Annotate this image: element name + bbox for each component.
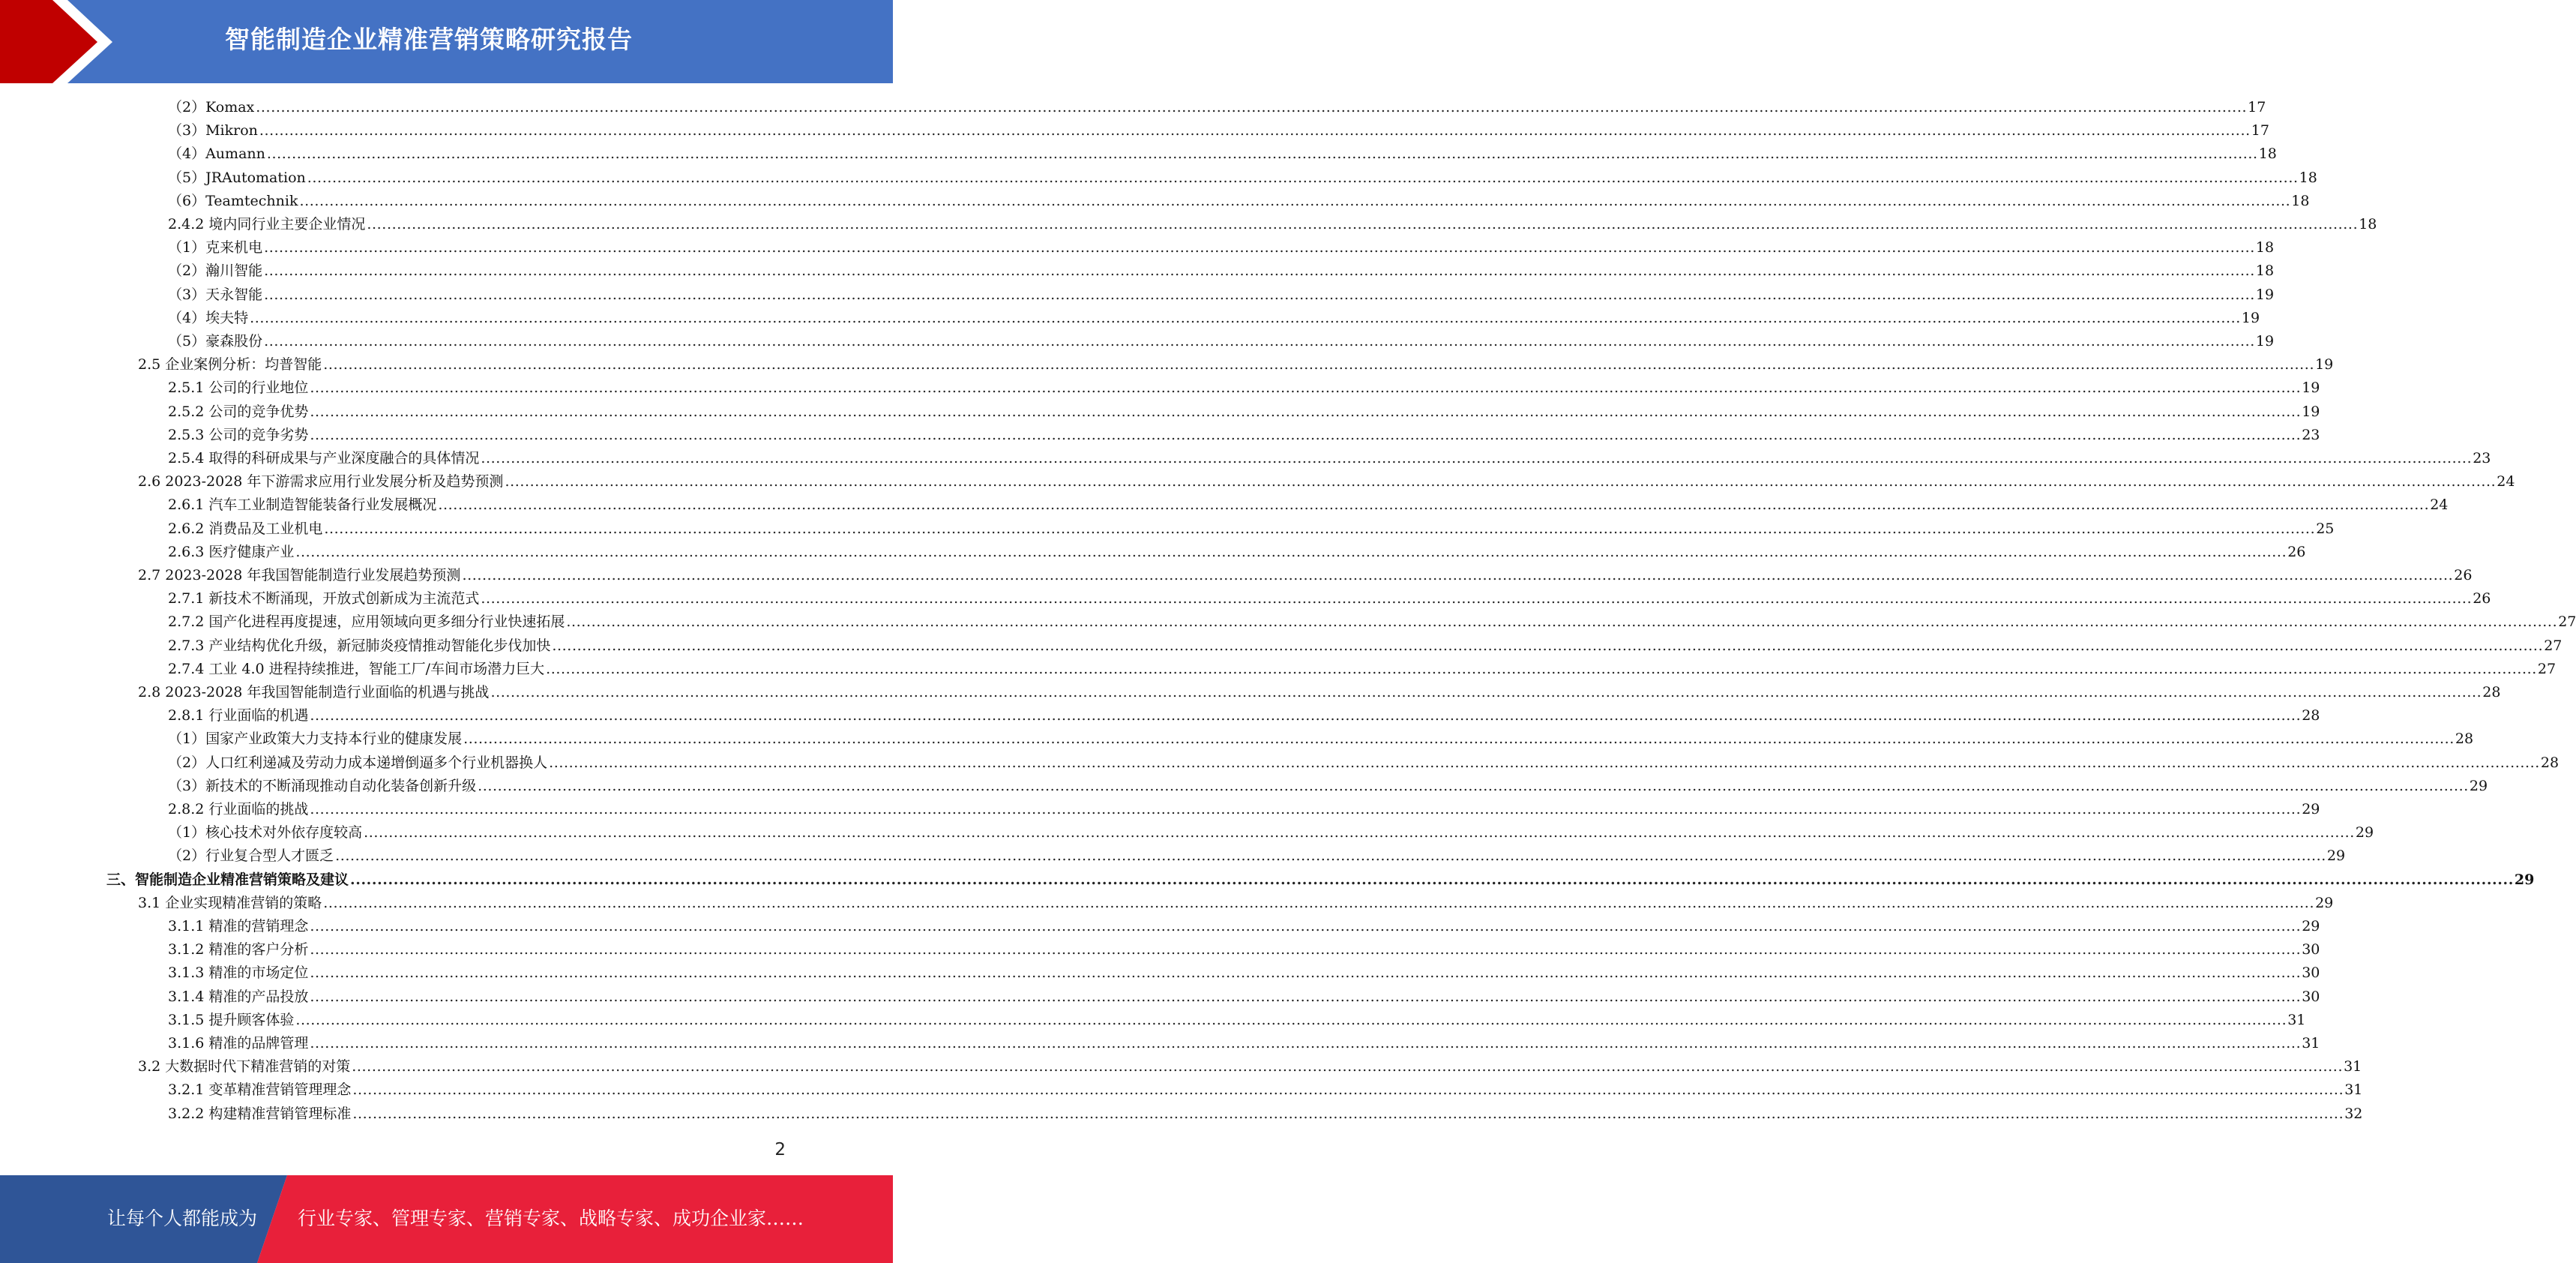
toc-entry-title: （4）埃夫特	[168, 307, 250, 330]
toc-entry-title: 3.1.6 精准的品牌管理	[168, 1032, 310, 1055]
toc-entry-title: 3.2 大数据时代下精准营销的对策	[138, 1055, 352, 1078]
toc-entry-title: 2.5.3 公司的竞争劣势	[168, 424, 310, 447]
toc-entry[interactable]	[168, 587, 2491, 610]
page-number: 2	[774, 1140, 786, 1160]
toc-leader-dots: ................................................................................................................................................................................................................................................................................................................................................................................................................	[310, 941, 2302, 958]
toc-entry-page: 19	[2241, 309, 2260, 326]
toc-entry-page: 31	[2344, 1058, 2362, 1076]
toc-entry[interactable]	[168, 400, 2320, 424]
toc-entry-page: 30	[2302, 988, 2320, 1005]
toc-entry-title: 2.8.1 行业面临的机遇	[168, 704, 310, 728]
toc-leader-dots: ................................................................................................................................................................................................................................................................................................................................................................................................................	[250, 309, 2241, 326]
toc-entry-page: 24	[2430, 496, 2449, 514]
toc-entry-page: 18	[2258, 146, 2277, 163]
toc-entry-title: （2）人口红利递减及劳动力成本递增倒逼多个行业机器换人	[168, 752, 549, 775]
toc-entry-title: 2.6 2023-2028 年下游需求应用行业发展分析及趋势预测	[138, 470, 505, 494]
toc-entry[interactable]	[168, 166, 2317, 190]
toc-entry[interactable]	[168, 1102, 2363, 1126]
toc-entry[interactable]	[168, 424, 2320, 447]
toc-entry-page: 25	[2316, 520, 2335, 537]
page-header	[0, 0, 893, 83]
toc-entry-title: 3.1.2 精准的客户分析	[168, 938, 310, 962]
toc-entry-page: 30	[2302, 964, 2320, 982]
toc-entry[interactable]	[168, 938, 2320, 962]
toc-entry-page: 26	[2287, 543, 2306, 560]
toc-entry-title: （2）行业复合型人才匮乏	[168, 844, 335, 868]
toc-entry-page: 18	[2299, 169, 2317, 186]
toc-entry-page: 30	[2302, 941, 2320, 958]
toc-leader-dots: ................................................................................................................................................................................................................................................................................................................................................................................................................	[310, 964, 2302, 982]
toc-entry-page: 31	[2287, 1011, 2306, 1028]
toc-leader-dots: ................................................................................................................................................................................................................................................................................................................................................................................................................	[310, 707, 2302, 724]
toc-leader-dots: ................................................................................................................................................................................................................................................................................................................................................................................................................	[323, 894, 2315, 911]
toc-entry-title: 2.4.2 境内同行业主要企业情况	[168, 213, 367, 236]
toc-leader-dots: ................................................................................................................................................................................................................................................................................................................................................................................................................	[478, 777, 2469, 794]
toc-entry-title: 3.2.1 变革精准营销管理理念	[168, 1078, 352, 1102]
toc-entry-page: 28	[2482, 684, 2501, 700]
toc-entry[interactable]	[168, 236, 2275, 260]
toc-leader-dots: ................................................................................................................................................................................................................................................................................................................................................................................................................	[323, 356, 2315, 374]
toc-entry-page: 29	[2469, 777, 2488, 794]
toc-leader-dots: ................................................................................................................................................................................................................................................................................................................................................................................................................	[299, 192, 2291, 209]
toc-entry-title: 3.1.3 精准的市场定位	[168, 962, 310, 985]
toc-leader-dots: ................................................................................................................................................................................................................................................................................................................................................................................................................	[546, 660, 2537, 677]
toc-entry[interactable]	[168, 307, 2260, 330]
toc-leader-dots: ................................................................................................................................................................................................................................................................................................................................................................................................................	[264, 262, 2255, 280]
toc-entry-title: 2.6.2 消费品及工业机电	[168, 518, 324, 541]
toc-entry[interactable]	[168, 775, 2488, 798]
toc-entry-title: （2）Komax	[168, 96, 256, 119]
toc-entry-title: （1）克来机电	[168, 236, 264, 260]
toc-entry[interactable]	[138, 892, 2334, 915]
toc-entry[interactable]	[168, 330, 2275, 353]
toc-entry[interactable]	[138, 1055, 2362, 1078]
toc-entry[interactable]	[168, 541, 2306, 564]
toc-entry-page: 31	[2344, 1082, 2363, 1099]
toc-entry-title: （3）Mikron	[168, 119, 259, 142]
toc-entry-page: 28	[2455, 730, 2474, 748]
toc-entry[interactable]	[168, 213, 2377, 236]
toc-entry-title: 2.8.2 行业面临的挑战	[168, 798, 310, 821]
toc-entry-title: 3.1 企业实现精准营销的策略	[138, 892, 323, 915]
toc-entry[interactable]	[168, 610, 2576, 634]
toc-entry[interactable]	[168, 844, 2346, 868]
toc-leader-dots: ................................................................................................................................................................................................................................................................................................................................................................................................................	[566, 614, 2558, 631]
toc-entry-page: 18	[2291, 192, 2310, 209]
toc-entry-title: 2.5.4 取得的科研成果与产业深度融合的具体情况	[168, 447, 481, 470]
toc-leader-dots: ................................................................................................................................................................................................................................................................................................................................................................................................................	[266, 146, 2258, 163]
toc-entry-page: 19	[2255, 286, 2275, 303]
toc-entry[interactable]	[168, 658, 2557, 681]
toc-entry-page: 23	[2302, 426, 2320, 443]
toc-entry-page: 29	[2355, 824, 2374, 842]
toc-entry-title: 2.6.1 汽车工业制造智能装备行业发展概况	[168, 494, 438, 517]
toc-entry[interactable]	[168, 494, 2449, 517]
toc-leader-dots: ................................................................................................................................................................................................................................................................................................................................................................................................................	[549, 754, 2540, 771]
toc-entry-page: 29	[2315, 894, 2334, 911]
toc-leader-dots: ................................................................................................................................................................................................................................................................................................................................................................................................................	[256, 99, 2248, 116]
toc-entry-page: 19	[2302, 380, 2320, 397]
toc-entry-title: 2.7.4 工业 4.0 进程持续推进，智能工厂/车间市场潜力巨大	[168, 658, 546, 681]
toc-entry-title: （4）Aumann	[168, 142, 267, 166]
toc-entry-title: （3）天永智能	[168, 284, 264, 307]
toc-leader-dots: ................................................................................................................................................................................................................................................................................................................................................................................................................	[463, 730, 2455, 748]
toc-entry-page: 27	[2544, 637, 2563, 654]
toc-entry-page: 19	[2302, 403, 2320, 420]
toc-leader-dots: ................................................................................................................................................................................................................................................................................................................................................................................................................	[552, 637, 2544, 654]
toc-entry-title: 2.7 2023-2028 年我国智能制造行业发展趋势预测	[138, 564, 462, 587]
toc-entry-title: 2.5.2 公司的竞争优势	[168, 400, 310, 424]
toc-entry-page: 29	[2302, 801, 2320, 818]
toc-leader-dots: ................................................................................................................................................................................................................................................................................................................................................................................................................	[490, 684, 2482, 700]
toc-entry-page: 17	[2251, 122, 2269, 140]
toc-leader-dots: ................................................................................................................................................................................................................................................................................................................................................................................................................	[438, 496, 2430, 514]
toc-leader-dots: ................................................................................................................................................................................................................................................................................................................................................................................................................	[264, 333, 2255, 350]
toc-entry-title: 2.7.2 国产化进程再度提速，应用领域向更多细分行业快速拓展	[168, 610, 566, 634]
toc-entry-title: （5）豪森股份	[168, 330, 264, 353]
toc-entry[interactable]	[138, 470, 2515, 494]
toc-entry[interactable]	[168, 376, 2320, 400]
toc-entry-title: （1）国家产业政策大力支持本行业的健康发展	[168, 728, 463, 751]
toc-entry-page: 31	[2302, 1035, 2320, 1052]
toc-entry-title: 2.5 企业案例分析：均普智能	[138, 353, 323, 376]
toc-entry[interactable]	[168, 962, 2320, 985]
toc-leader-dots: ................................................................................................................................................................................................................................................................................................................................................................................................................	[310, 988, 2302, 1005]
toc-entry[interactable]	[168, 142, 2277, 166]
toc-entry[interactable]	[106, 868, 2535, 892]
toc-entry-page: 27	[2537, 660, 2557, 677]
toc-entry[interactable]	[168, 704, 2320, 728]
toc-entry-title: 3.1.1 精准的营销理念	[168, 915, 310, 938]
toc-entry[interactable]	[168, 1009, 2306, 1032]
toc-entry-page: 17	[2248, 99, 2266, 116]
toc-leader-dots: ................................................................................................................................................................................................................................................................................................................................................................................................................	[307, 169, 2299, 186]
report-title: 智能制造企业精准营销策略研究报告	[225, 25, 633, 54]
toc-entry[interactable]	[168, 986, 2320, 1009]
toc-leader-dots: ................................................................................................................................................................................................................................................................................................................................................................................................................	[310, 918, 2302, 934]
toc-leader-dots: ................................................................................................................................................................................................................................................................................................................................................................................................................	[324, 520, 2316, 537]
toc-leader-dots: ................................................................................................................................................................................................................................................................................................................................................................................................................	[364, 824, 2355, 842]
toc-entry-page: 29	[2302, 918, 2320, 934]
toc-leader-dots: ................................................................................................................................................................................................................................................................................................................................................................................................................	[352, 1082, 2344, 1099]
toc-entry-page: 23	[2473, 450, 2491, 466]
page-footer	[0, 1175, 893, 1263]
toc-leader-dots: ................................................................................................................................................................................................................................................................................................................................................................................................................	[310, 380, 2302, 397]
toc-entry[interactable]	[168, 728, 2474, 751]
toc-leader-dots: ................................................................................................................................................................................................................................................................................................................................................................................................................	[310, 403, 2302, 420]
toc-entry[interactable]	[168, 1032, 2320, 1055]
toc-entry-title: 2.8 2023-2028 年我国智能制造行业面临的机遇与挑战	[138, 681, 490, 704]
toc-leader-dots: ................................................................................................................................................................................................................................................................................................................................................................................................................	[335, 848, 2326, 865]
toc-entry[interactable]	[138, 353, 2334, 376]
toc-entry-page: 18	[2359, 216, 2377, 232]
toc-entry-page: 24	[2497, 473, 2515, 490]
toc-leader-dots: ................................................................................................................................................................................................................................................................................................................................................................................................................	[350, 871, 2514, 888]
toc-entry-title: 2.6.3 医疗健康产业	[168, 541, 295, 564]
toc-leader-dots: ................................................................................................................................................................................................................................................................................................................................................................................................................	[310, 426, 2302, 443]
toc-entry-title: 三、智能制造企业精准营销策略及建议	[106, 868, 350, 892]
toc-leader-dots: ................................................................................................................................................................................................................................................................................................................................................................................................................	[352, 1058, 2344, 1076]
toc-leader-dots: ................................................................................................................................................................................................................................................................................................................................................................................................................	[352, 1105, 2344, 1122]
toc-leader-dots: ................................................................................................................................................................................................................................................................................................................................................................................................................	[505, 473, 2497, 490]
toc-entry-title: 2.5.1 公司的行业地位	[168, 376, 310, 400]
toc-entry-page: 19	[2255, 333, 2275, 350]
toc-entry[interactable]	[168, 260, 2275, 283]
toc-leader-dots: ................................................................................................................................................................................................................................................................................................................................................................................................................	[367, 216, 2359, 232]
toc-entry[interactable]	[138, 681, 2501, 704]
toc-entry-title: （5）JRAutomation	[168, 166, 307, 190]
toc-entry-page: 29	[2326, 848, 2346, 865]
toc-leader-dots: ................................................................................................................................................................................................................................................................................................................................................................................................................	[481, 450, 2473, 466]
footer-slogan-right: 行业专家、管理专家、营销专家、战略专家、成功企业家……	[298, 1208, 804, 1229]
footer-slogan-left: 让每个人都能成为	[107, 1208, 258, 1229]
toc-entry[interactable]	[168, 821, 2374, 844]
toc-entry-title: （1）核心技术对外依存度较高	[168, 821, 364, 844]
toc-entry-page: 18	[2255, 239, 2275, 256]
toc-entry[interactable]	[168, 96, 2266, 119]
toc-entry[interactable]	[168, 798, 2320, 821]
toc-entry-page: 19	[2315, 356, 2334, 374]
toc-entry[interactable]	[168, 190, 2310, 213]
toc-leader-dots: ................................................................................................................................................................................................................................................................................................................................................................................................................	[295, 543, 2287, 560]
toc-entry[interactable]	[168, 447, 2491, 470]
toc-leader-dots: ................................................................................................................................................................................................................................................................................................................................................................................................................	[481, 590, 2473, 608]
toc-entry-title: （2）瀚川智能	[168, 260, 264, 283]
toc-entry-page: 28	[2302, 707, 2320, 724]
toc-entry-page: 32	[2344, 1105, 2363, 1122]
toc-leader-dots: ................................................................................................................................................................................................................................................................................................................................................................................................................	[462, 567, 2454, 584]
toc-leader-dots: ................................................................................................................................................................................................................................................................................................................................................................................................................	[310, 1035, 2302, 1052]
toc-entry-title: 3.1.5 提升顾客体验	[168, 1009, 295, 1032]
toc-entry-title: （3）新技术的不断涌现推动自动化装备创新升级	[168, 775, 478, 798]
toc-entry-page: 29	[2514, 871, 2535, 888]
toc-entry[interactable]	[168, 284, 2275, 307]
toc-entry-page: 28	[2540, 754, 2560, 771]
toc-entry[interactable]	[168, 915, 2320, 938]
toc-entry[interactable]	[138, 564, 2473, 587]
toc-entry-title: （6）Teamtechnik	[168, 190, 299, 213]
toc-entry[interactable]	[168, 518, 2335, 541]
toc-leader-dots: ................................................................................................................................................................................................................................................................................................................................................................................................................	[259, 122, 2251, 140]
toc-entry-page: 26	[2454, 567, 2473, 584]
toc-leader-dots: ................................................................................................................................................................................................................................................................................................................................................................................................................	[264, 239, 2255, 256]
toc-entry[interactable]	[168, 119, 2269, 142]
toc-entry-page: 27	[2558, 614, 2576, 631]
toc-leader-dots: ................................................................................................................................................................................................................................................................................................................................................................................................................	[310, 801, 2302, 818]
toc-entry[interactable]	[168, 634, 2563, 658]
toc-leader-dots: ................................................................................................................................................................................................................................................................................................................................................................................................................	[264, 286, 2255, 303]
toc-entry-title: 3.2.2 构建精准营销管理标准	[168, 1102, 352, 1126]
toc-entry[interactable]	[168, 1078, 2363, 1102]
toc-entry-title: 2.7.3 产业结构优化升级，新冠肺炎疫情推动智能化步伐加快	[168, 634, 552, 658]
toc-entry-title: 3.1.4 精准的产品投放	[168, 986, 310, 1009]
toc-leader-dots: ................................................................................................................................................................................................................................................................................................................................................................................................................	[295, 1011, 2287, 1028]
toc-entry-title: 2.7.1 新技术不断涌现，开放式创新成为主流范式	[168, 587, 481, 610]
toc-entry[interactable]	[168, 752, 2560, 775]
toc-entry-page: 26	[2473, 590, 2491, 608]
toc-entry-page: 18	[2255, 262, 2275, 280]
